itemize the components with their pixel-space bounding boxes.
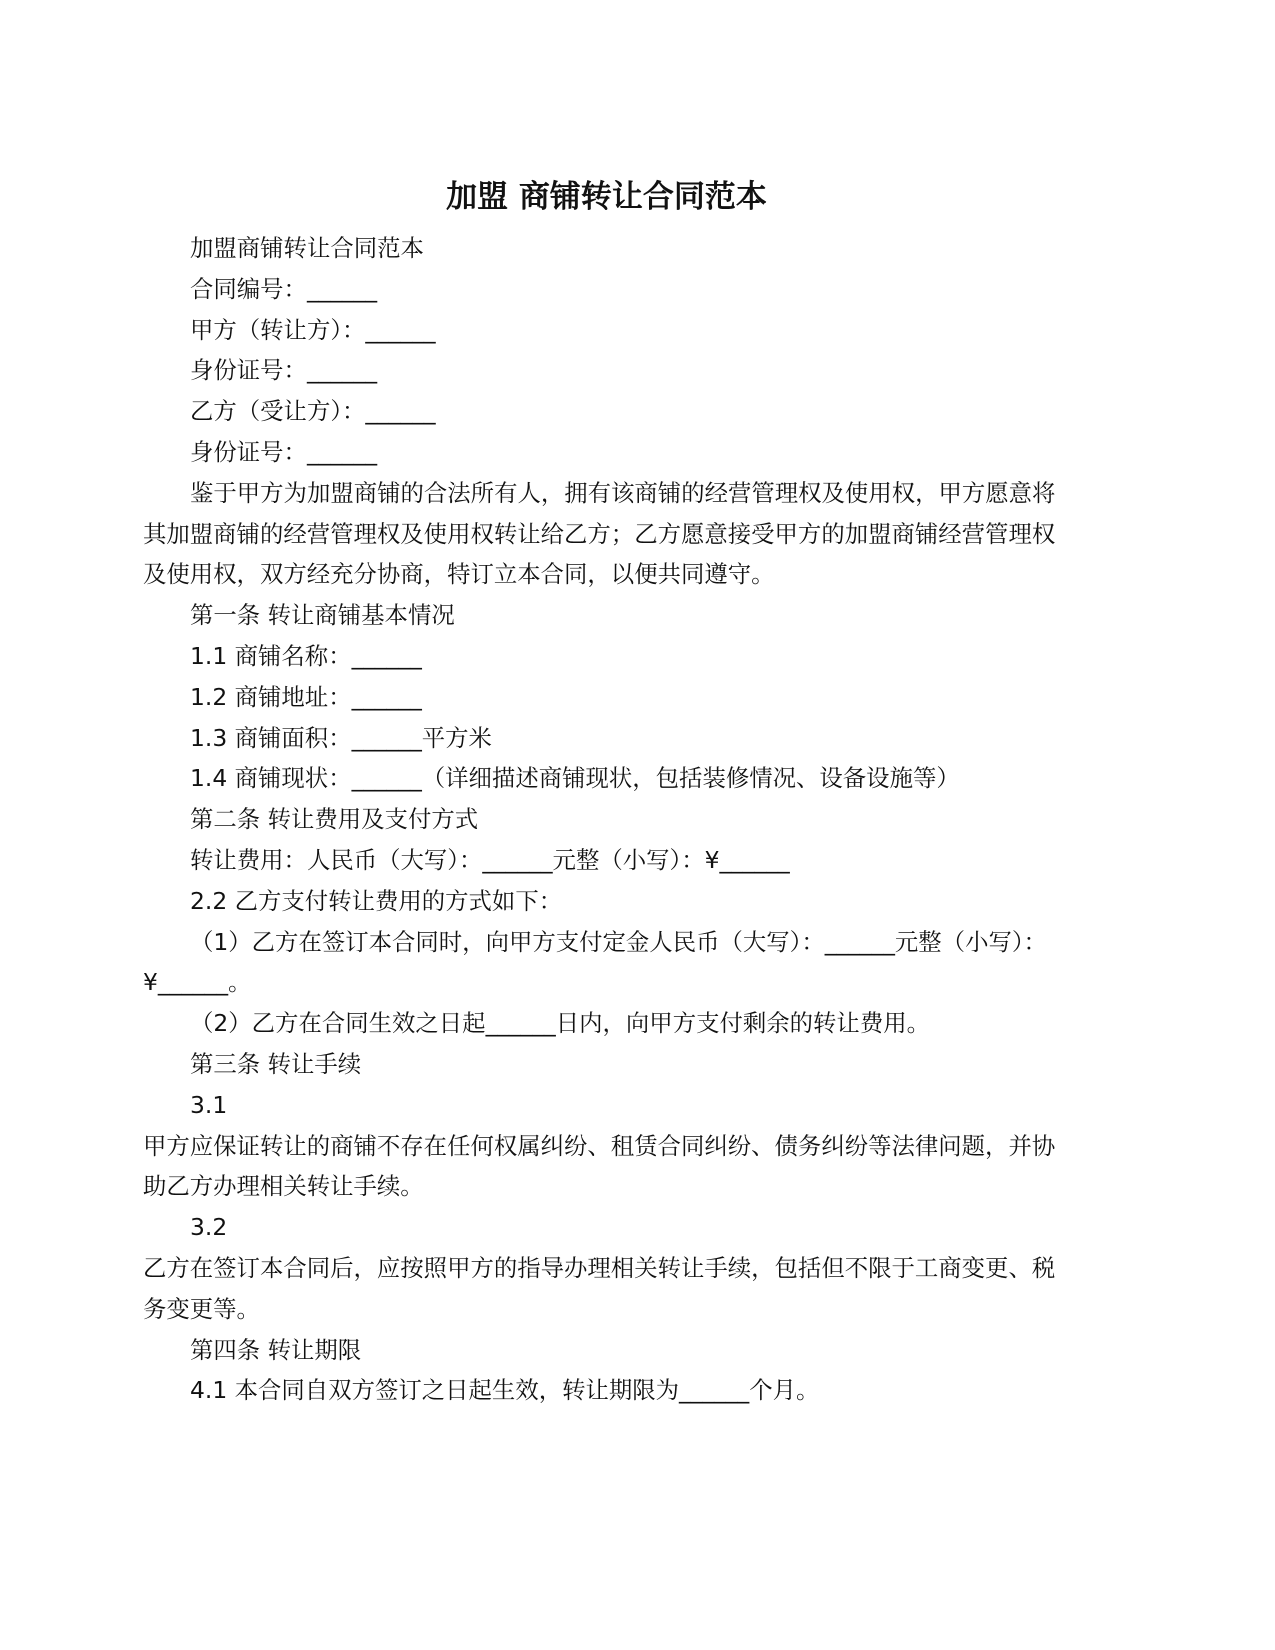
article-2-heading: 第二条 转让费用及支付方式	[190, 805, 479, 834]
clause-1-3: 1.3 商铺面积：______平方米	[190, 723, 492, 752]
subtitle: 加盟商铺转让合同范本	[190, 234, 424, 262]
clause-2-2: 2.2 乙方支付转让费用的方式如下：	[190, 886, 563, 915]
party-b-id-field: 身份证号：______	[190, 437, 378, 466]
document-page	[143, 174, 1070, 1411]
clause-4-1: 4.1 本合同自双方签订之日起生效，转让期限为______个月。	[190, 1376, 820, 1405]
clause-2-2-item-2: （2）乙方在合同生效之日起______日内，向甲方支付剩余的转让费用。	[190, 1009, 930, 1038]
clause-3-2-text: 乙方在签订本合同后，应按照甲方的指导办理相关转让手续，包括但不限于工商变更、税务变更等。	[143, 1253, 1056, 1323]
clause-3-2-number: 3.2	[190, 1213, 228, 1242]
clause-1-2: 1.2 商铺地址：______	[190, 682, 422, 711]
article-3-heading: 第三条 转让手续	[190, 1049, 362, 1078]
clause-3-1-text: 甲方应保证转让的商铺不存在任何权属纠纷、租赁合同纠纷、债务纠纷等法律问题，并协助乙方办理相关转让手续。	[143, 1131, 1056, 1201]
contract-number-field: 合同编号：______	[190, 274, 378, 303]
article-4-heading: 第四条 转让期限	[190, 1335, 362, 1364]
clause-1-4: 1.4 商铺现状：______（详细描述商铺现状，包括装修情况、设备设施等）	[190, 764, 960, 793]
transfer-fee-clause: 转让费用：人民币（大写）：______元整（小写）：¥______	[190, 845, 790, 874]
clause-1-1: 1.1 商铺名称：______	[190, 641, 422, 670]
clause-3-1-number: 3.1	[190, 1090, 228, 1119]
party-b-field: 乙方（受让方）：______	[190, 397, 436, 426]
document-title: 加盟 商铺转让合同范本	[446, 179, 767, 215]
article-1-heading: 第一条 转让商铺基本情况	[190, 601, 455, 630]
party-a-id-field: 身份证号：______	[190, 356, 378, 385]
clause-2-2-item-1: （1）乙方在签订本合同时，向甲方支付定金人民币（大写）：______元整（小写）：¥______。	[143, 927, 1047, 997]
party-a-field: 甲方（转让方）：______	[190, 315, 436, 344]
preamble-paragraph: 鉴于甲方为加盟商铺的合法所有人，拥有该商铺的经营管理权及使用权，甲方愿意将其加盟商铺的经营管理权及使用权转让给乙方；乙方愿意接受甲方的加盟商铺经营管理权及使用权，双方经充分协商，特订立本合同，以便共同遵守。	[143, 478, 1056, 589]
